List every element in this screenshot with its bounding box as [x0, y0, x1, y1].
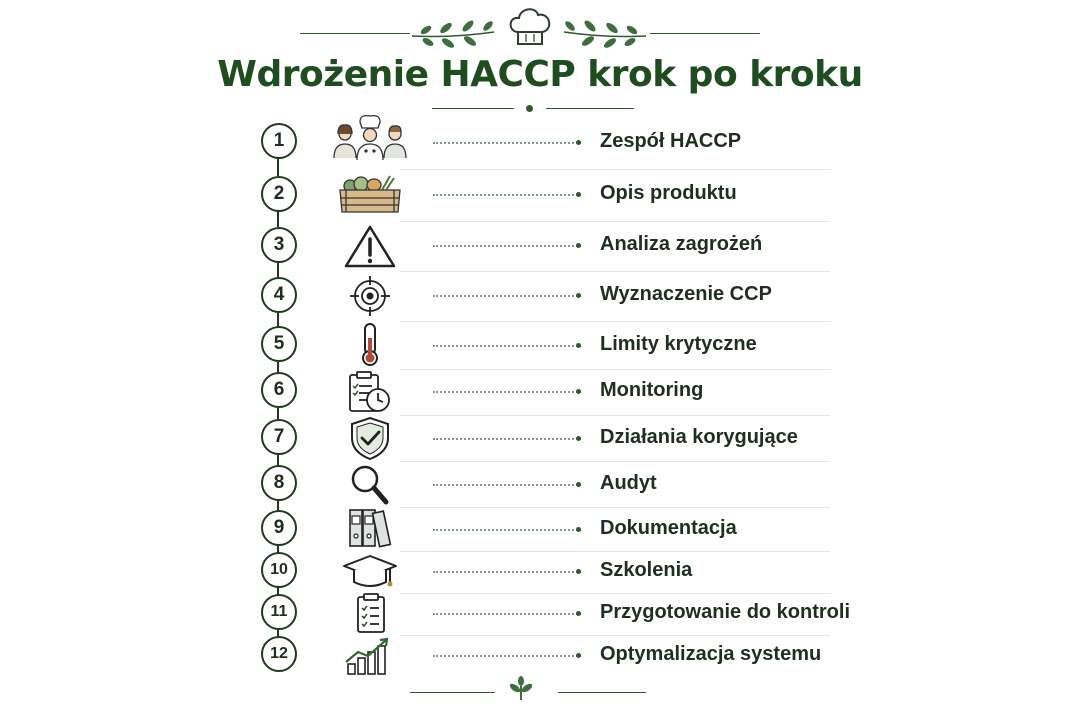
leader-bullet	[576, 527, 581, 532]
step-label: Limity krytyczne	[600, 333, 757, 355]
list-item	[250, 416, 830, 462]
leader-bullet	[576, 569, 581, 574]
step-label: Wyznaczenie CCP	[600, 283, 772, 305]
step-number: 10	[261, 552, 297, 588]
leader-bullet	[576, 243, 581, 248]
growth-chart-icon	[328, 634, 412, 678]
dotted-leader	[433, 484, 581, 486]
list-item	[250, 170, 830, 222]
step-number: 8	[261, 465, 297, 501]
target-icon	[328, 274, 412, 318]
leader-bullet	[576, 192, 581, 197]
step-number: 3	[261, 227, 297, 263]
list-item	[250, 222, 830, 272]
dotted-leader	[433, 345, 581, 347]
step-label: Monitoring	[600, 379, 704, 401]
list-item	[250, 636, 830, 678]
step-number: 5	[261, 326, 297, 362]
dotted-leader	[433, 571, 581, 573]
dotted-leader	[433, 529, 581, 531]
step-label: Przygotowanie do kontroli	[600, 601, 851, 623]
leader-bullet	[576, 653, 581, 658]
step-number: 6	[261, 372, 297, 408]
list-item	[250, 370, 830, 416]
leader-bullet	[576, 482, 581, 487]
step-label: Audyt	[600, 472, 657, 494]
leader-bullet	[576, 140, 581, 145]
checklist-icon	[328, 592, 412, 636]
list-item	[250, 272, 830, 322]
leader-bullet	[576, 436, 581, 441]
leader-bullet	[576, 293, 581, 298]
dotted-leader	[433, 245, 581, 247]
footer-line-left	[410, 692, 495, 693]
step-label: Optymalizacja systemu	[600, 643, 822, 665]
footer-line-right	[558, 692, 646, 693]
dotted-leader	[433, 295, 581, 297]
produce-crate-icon	[328, 172, 412, 216]
step-number: 11	[261, 594, 297, 630]
team-icon	[328, 114, 412, 164]
list-item	[250, 462, 830, 508]
graduation-cap-icon	[328, 550, 412, 594]
leader-bullet	[576, 343, 581, 348]
step-label: Działania korygujące	[600, 426, 798, 448]
step-label: Opis produktu	[600, 182, 737, 204]
thermometer-icon	[328, 322, 412, 366]
step-label: Zespół HACCP	[600, 130, 742, 152]
dotted-leader	[433, 655, 581, 657]
step-number: 1	[261, 123, 297, 159]
list-item	[250, 120, 830, 170]
page-title: Wdrożenie HACCP krok po kroku	[217, 54, 863, 95]
list-item	[250, 508, 830, 552]
dotted-leader	[433, 391, 581, 393]
dotted-leader	[433, 194, 581, 196]
step-number: 9	[261, 510, 297, 546]
list-item	[250, 552, 830, 594]
dotted-leader	[433, 438, 581, 440]
sprout-icon	[506, 676, 536, 702]
leader-bullet	[576, 611, 581, 616]
list-item	[250, 594, 851, 636]
list-item	[250, 322, 830, 370]
binders-icon	[328, 508, 412, 552]
step-number: 12	[261, 636, 297, 672]
step-number: 2	[261, 176, 297, 212]
step-label: Szkolenia	[600, 559, 693, 581]
step-number: 7	[261, 419, 297, 455]
step-label: Analiza zagrożeń	[600, 233, 763, 255]
magnifier-icon	[328, 462, 412, 506]
step-number: 4	[261, 277, 297, 313]
dotted-leader	[433, 142, 581, 144]
shield-check-icon	[328, 416, 412, 460]
clipboard-clock-icon	[328, 370, 412, 414]
dotted-leader	[433, 613, 581, 615]
warning-icon	[328, 224, 412, 268]
leader-bullet	[576, 389, 581, 394]
step-label: Dokumentacja	[600, 517, 737, 539]
